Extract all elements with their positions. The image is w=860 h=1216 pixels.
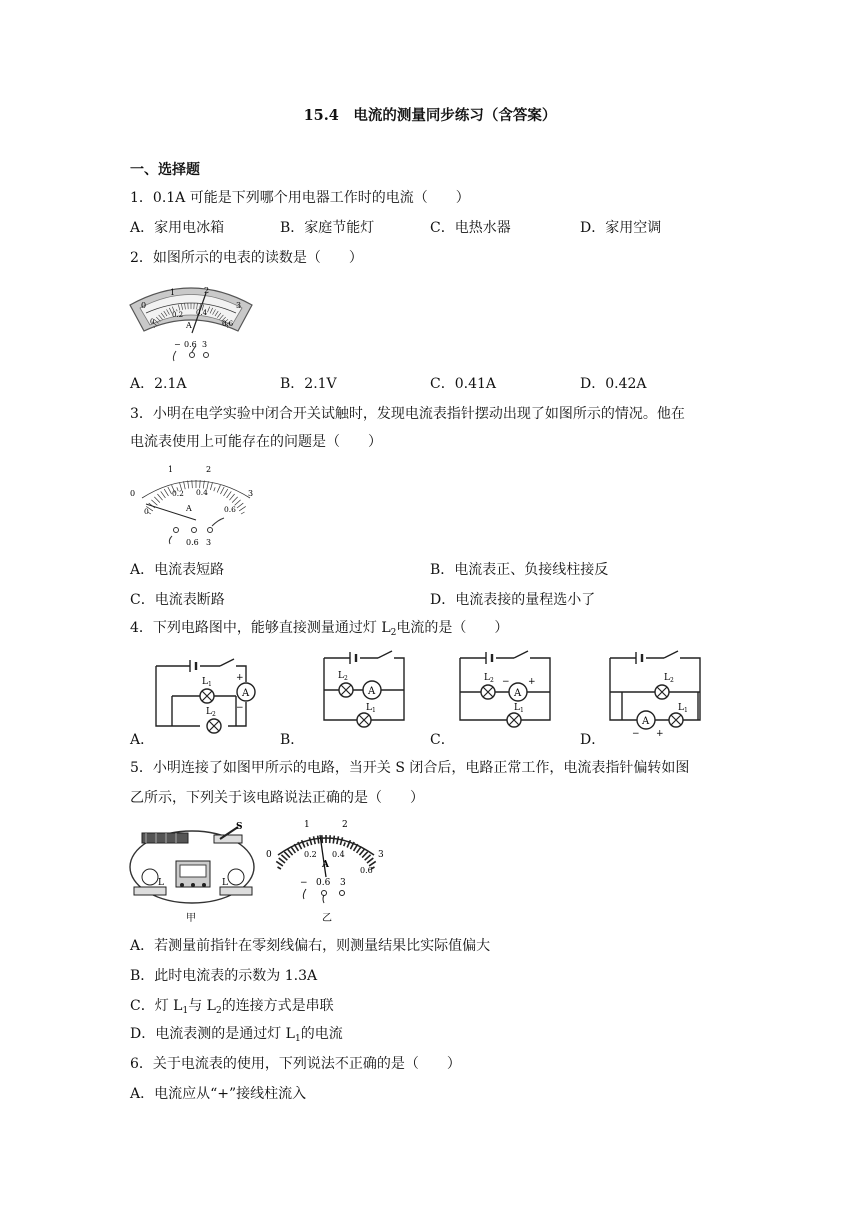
q3-ammeter-figure xyxy=(126,460,266,550)
svg-text:L: L xyxy=(158,878,164,888)
q5-figure-yi-ammeter xyxy=(262,815,392,925)
svg-text:L: L xyxy=(206,707,212,717)
svg-text:+: + xyxy=(236,673,244,683)
svg-text:1: 1 xyxy=(684,707,688,714)
q3-option-b: B．电流表正、负接线柱接反 xyxy=(430,562,609,578)
q5-top-tick-label: 1 xyxy=(304,820,310,830)
q3-top-tick-label: 2 xyxy=(206,465,212,474)
svg-text:−: − xyxy=(236,703,244,713)
svg-text:L: L xyxy=(222,878,228,888)
svg-text:L: L xyxy=(678,703,684,713)
q4-option-d: D． xyxy=(580,732,606,748)
question-1-stem: 1．0.1A 可能是下列哪个用电器工作时的电流（ ） xyxy=(130,190,470,206)
svg-text:L: L xyxy=(514,703,520,713)
q4-option-c: C． xyxy=(430,732,455,748)
q3-unit-label: A xyxy=(186,504,192,513)
svg-text:L: L xyxy=(484,673,490,683)
svg-text:2: 2 xyxy=(490,677,494,684)
q5-bottom-tick-label: 0.2 xyxy=(304,850,317,859)
q5-figure-jia xyxy=(128,815,263,925)
q1-option-c: C．电热水器 xyxy=(430,220,511,236)
figure-label-jia: 甲 xyxy=(186,913,196,924)
q3-top-tick-label: 3 xyxy=(248,489,254,498)
svg-text:1: 1 xyxy=(520,707,524,714)
q2-ammeter-figure xyxy=(126,275,256,365)
q5-top-tick-label: 2 xyxy=(342,820,348,830)
q3-top-tick-label: 1 xyxy=(168,465,174,474)
q2-bottom-tick-label: 0.6 xyxy=(222,320,234,328)
svg-text:A: A xyxy=(642,716,650,727)
question-3-stem-line2: 电流表使用上可能存在的问题是（ ） xyxy=(130,434,382,450)
q2-bottom-tick-label: 0.2 xyxy=(172,311,184,319)
q2-option-d: D．0.42A xyxy=(580,376,647,392)
svg-text:L: L xyxy=(202,677,208,687)
q3-bottom-tick-label: 0.6 xyxy=(224,505,236,514)
svg-text:1: 1 xyxy=(372,707,376,714)
q5-bottom-tick-label: 0.4 xyxy=(332,850,345,859)
svg-text:L: L xyxy=(366,703,372,713)
q4-option-a: A． xyxy=(130,732,155,748)
q2-option-c: C．0.41A xyxy=(430,376,496,392)
q4-circuit-d xyxy=(602,648,712,738)
q3-option-a: A．电流表短路 xyxy=(130,562,225,578)
svg-text:−: − xyxy=(502,677,510,687)
q5-terminal-label: − xyxy=(300,878,308,888)
q5-option-a: A．若测量前指针在零刻线偏右，则测量结果比实际值偏大 xyxy=(130,938,491,954)
svg-text:1: 1 xyxy=(208,681,212,688)
q1-option-b: B．家庭节能灯 xyxy=(280,220,375,236)
svg-text:L: L xyxy=(664,673,670,683)
question-2-stem: 2．如图所示的电表的读数是（ ） xyxy=(130,250,363,266)
svg-text:−: − xyxy=(632,729,640,739)
q3-option-c: C．电流表断路 xyxy=(130,592,225,608)
q5-option-d: D．电流表测的是通过灯 $L_1$的电流 xyxy=(130,1026,343,1044)
q3-top-tick-label: 0 xyxy=(130,489,136,498)
q2-terminal-label: 0.6 xyxy=(184,340,197,349)
switch-label: S xyxy=(236,822,243,832)
q2-top-tick-label: 0 xyxy=(141,301,147,310)
q3-bottom-tick-label: 0.2 xyxy=(172,489,184,498)
svg-text:2: 2 xyxy=(344,675,348,682)
svg-text:A: A xyxy=(368,686,376,697)
svg-text:2: 2 xyxy=(212,711,216,718)
q5-option-b: B．此时电流表的示数为 1.3A xyxy=(130,968,318,984)
q2-terminal-label: 3 xyxy=(202,340,208,349)
q3-bottom-tick-label: 0 xyxy=(144,507,149,516)
q1-option-d: D．家用空调 xyxy=(580,220,662,236)
q2-top-tick-label: 2 xyxy=(204,286,210,295)
q5-option-c: C．灯 $L_1$与 $L_2$的连接方式是串联 xyxy=(130,998,334,1016)
q2-bottom-tick-label: 0 xyxy=(150,318,155,326)
page-title: 15.4 电流的测量同步练习（含答案） xyxy=(303,107,557,124)
q4-option-b: B． xyxy=(280,732,305,748)
q3-terminal-label: 0.6 xyxy=(186,538,199,547)
q2-top-tick-label: 3 xyxy=(236,301,242,310)
question-6-stem: 6．关于电流表的使用，下列说法不正确的是（ ） xyxy=(130,1056,461,1072)
q3-option-d: D．电流表接的量程选小了 xyxy=(430,592,596,608)
q5-unit-label: A xyxy=(322,860,329,870)
q1-option-a: A．家用电冰箱 xyxy=(130,220,225,236)
svg-text:2: 2 xyxy=(670,677,674,684)
q4-circuit-a xyxy=(150,652,260,742)
q2-bottom-tick-label: 0.4 xyxy=(196,309,208,317)
q5-top-tick-label: 3 xyxy=(378,850,384,860)
q5-terminal-label: 3 xyxy=(340,878,346,888)
q3-bottom-tick-label: 0.4 xyxy=(196,488,208,497)
q3-terminal-label: 3 xyxy=(206,538,212,547)
section-heading: 一、选择题 xyxy=(130,162,200,178)
question-5-stem-line2: 乙所示，下列关于该电路说法正确的是（ ） xyxy=(130,790,424,806)
svg-text:L: L xyxy=(338,671,344,681)
q5-bottom-tick-label: 0.6 xyxy=(360,866,373,875)
svg-text:+: + xyxy=(528,677,536,687)
q4-circuit-c xyxy=(452,648,562,738)
q4-circuit-b xyxy=(300,648,410,738)
q5-terminal-label: 0.6 xyxy=(316,878,331,888)
q2-option-b: B．2.1V xyxy=(280,376,337,392)
svg-text:+: + xyxy=(656,729,664,739)
q5-top-tick-label: 0 xyxy=(266,850,272,860)
question-5-stem-line1: 5．小明连接了如图甲所示的电路，当开关 S 闭合后，电路正常工作，电流表指针偏转如图 xyxy=(130,760,690,776)
question-4-stem: 4．下列电路图中，能够直接测量通过灯 $L_2$电流的是（ ） xyxy=(130,620,509,638)
ammeter-symbol: A xyxy=(242,688,250,699)
q2-option-a: A．2.1A xyxy=(130,376,187,392)
q2-unit-label: A xyxy=(186,321,192,330)
q6-option-a: A．电流应从“+”接线柱流入 xyxy=(130,1086,307,1102)
q2-terminal-label: − xyxy=(174,340,181,349)
figure-label-yi: 乙 xyxy=(322,913,332,924)
svg-text:A: A xyxy=(514,688,522,699)
q2-top-tick-label: 1 xyxy=(170,288,176,297)
question-3-stem-line1: 3．小明在电学实验中闭合开关试触时，发现电流表指针摆动出现了如图所示的情况。他在 xyxy=(130,406,685,422)
